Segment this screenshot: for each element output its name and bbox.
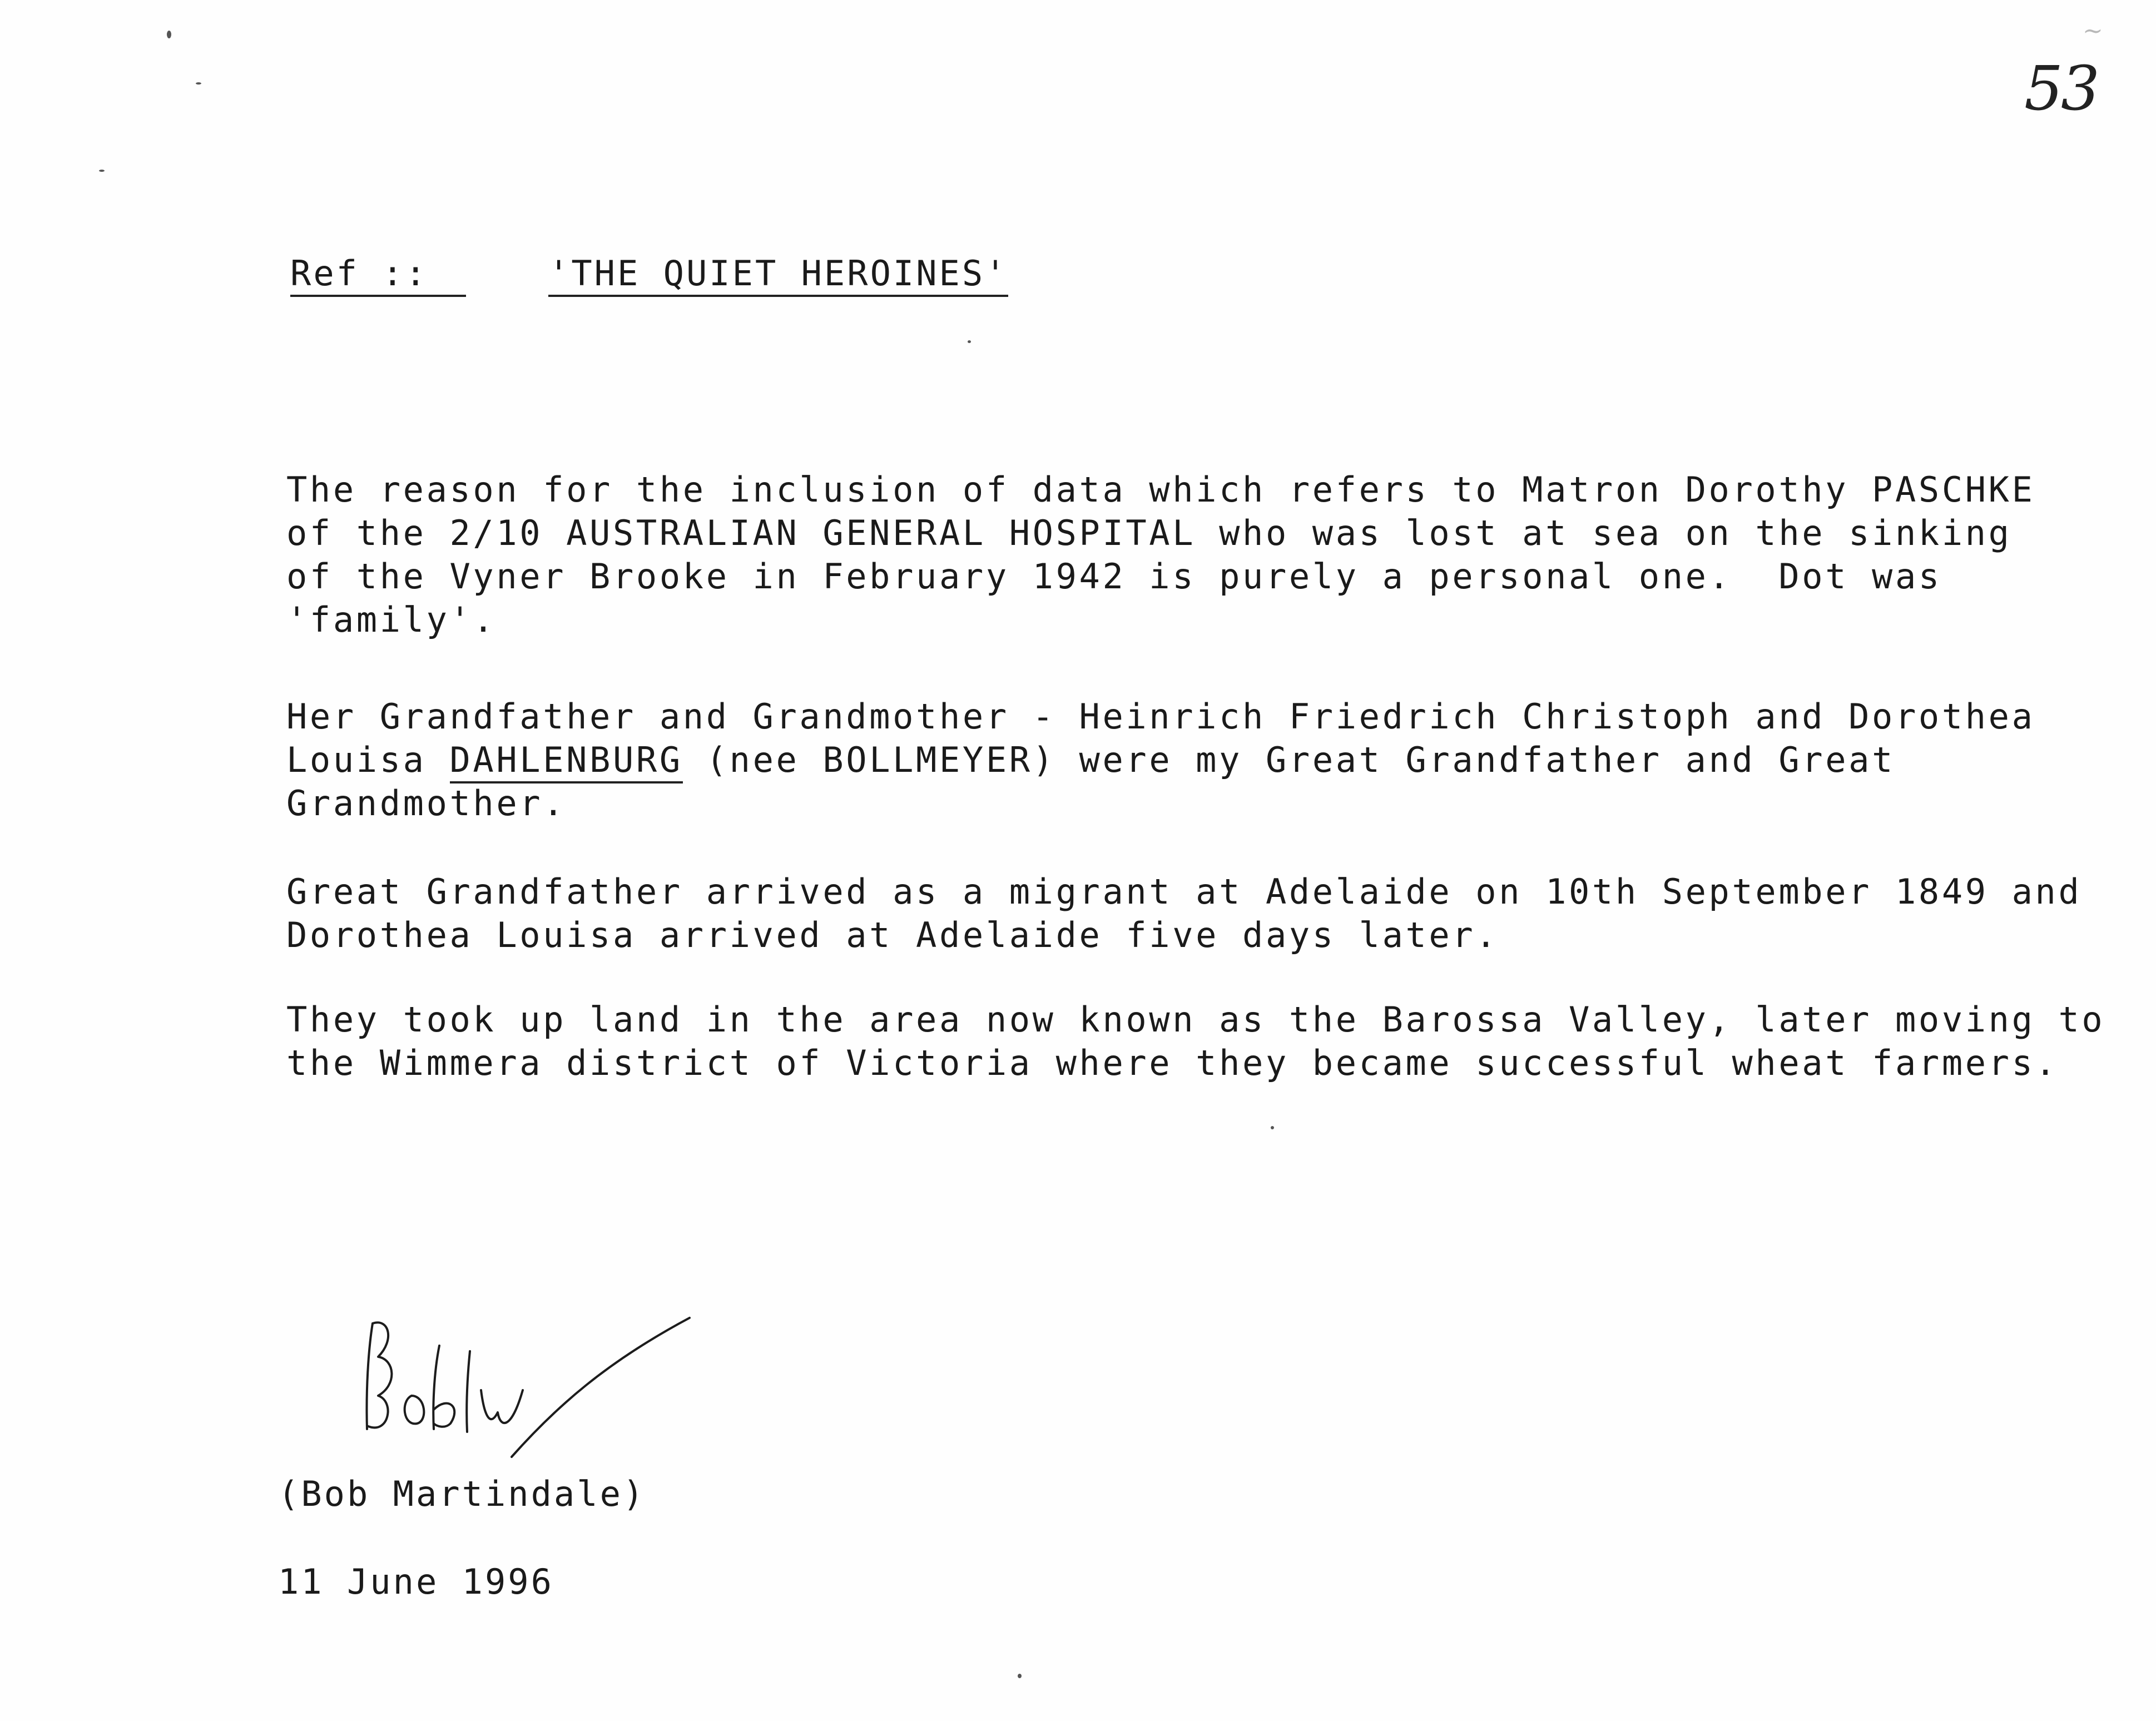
paragraph-line: Dorothea Louisa arrived at Adelaide five days later. [286, 915, 1499, 955]
scan-speck [196, 82, 201, 85]
scan-speck [1271, 1126, 1274, 1129]
ref-title: 'THE QUIET HEROINES' [548, 253, 1008, 297]
signer-name: (Bob Martindale) [278, 1474, 646, 1514]
paragraph-grandparents [286, 695, 2038, 825]
paragraph-line [286, 738, 2038, 782]
paragraph-line: Great Grandfather arrived as a migrant at Adelaide on 10th September 1849 and [286, 871, 2082, 912]
paragraph-line: of the 2/10 AUSTRALIAN GENERAL HOSPITAL who was lost at sea on the sinking [286, 513, 2012, 553]
scan-speck [99, 170, 105, 172]
paragraph-reason [286, 468, 2038, 642]
paragraph-line: They took up land in the area now known as the Barossa Valley, later moving to [286, 999, 2105, 1040]
paragraph-land [286, 998, 2105, 1085]
paragraph-line: The reason for the inclusion of data which refers to Matron Dorothy PASCHKE [286, 469, 2035, 510]
page-number-mark: ~ [2083, 17, 2103, 45]
paragraph-line: Her Grandfather and Grandmother - Heinrich Friedrich Christoph and Dorothea [286, 696, 2035, 737]
scan-speck [968, 340, 971, 343]
scan-speck [1018, 1674, 1022, 1678]
scan-speck [167, 31, 171, 38]
surname-underlined: DAHLENBURG [450, 740, 683, 783]
paragraph-line: 'family'. [286, 599, 497, 640]
paragraph-line: Grandmother. [286, 783, 567, 824]
line-prefix: Louisa [286, 740, 450, 780]
handwritten-signature [356, 1312, 701, 1479]
paragraph-line: the Wimmera district of Victoria where they became successful wheat farmers. [286, 1043, 2059, 1083]
paragraph-arrival [286, 870, 2082, 957]
page-number: 53 [2024, 53, 2098, 124]
paragraph-line: of the Vyner Brooke in February 1942 is purely a personal one. Dot was [286, 556, 1942, 597]
ref-label: Ref :: [290, 253, 466, 297]
document-date: 11 June 1996 [278, 1561, 554, 1602]
line-suffix: (nee BOLLMEYER) were my Great Grandfather and Great [682, 740, 1895, 780]
